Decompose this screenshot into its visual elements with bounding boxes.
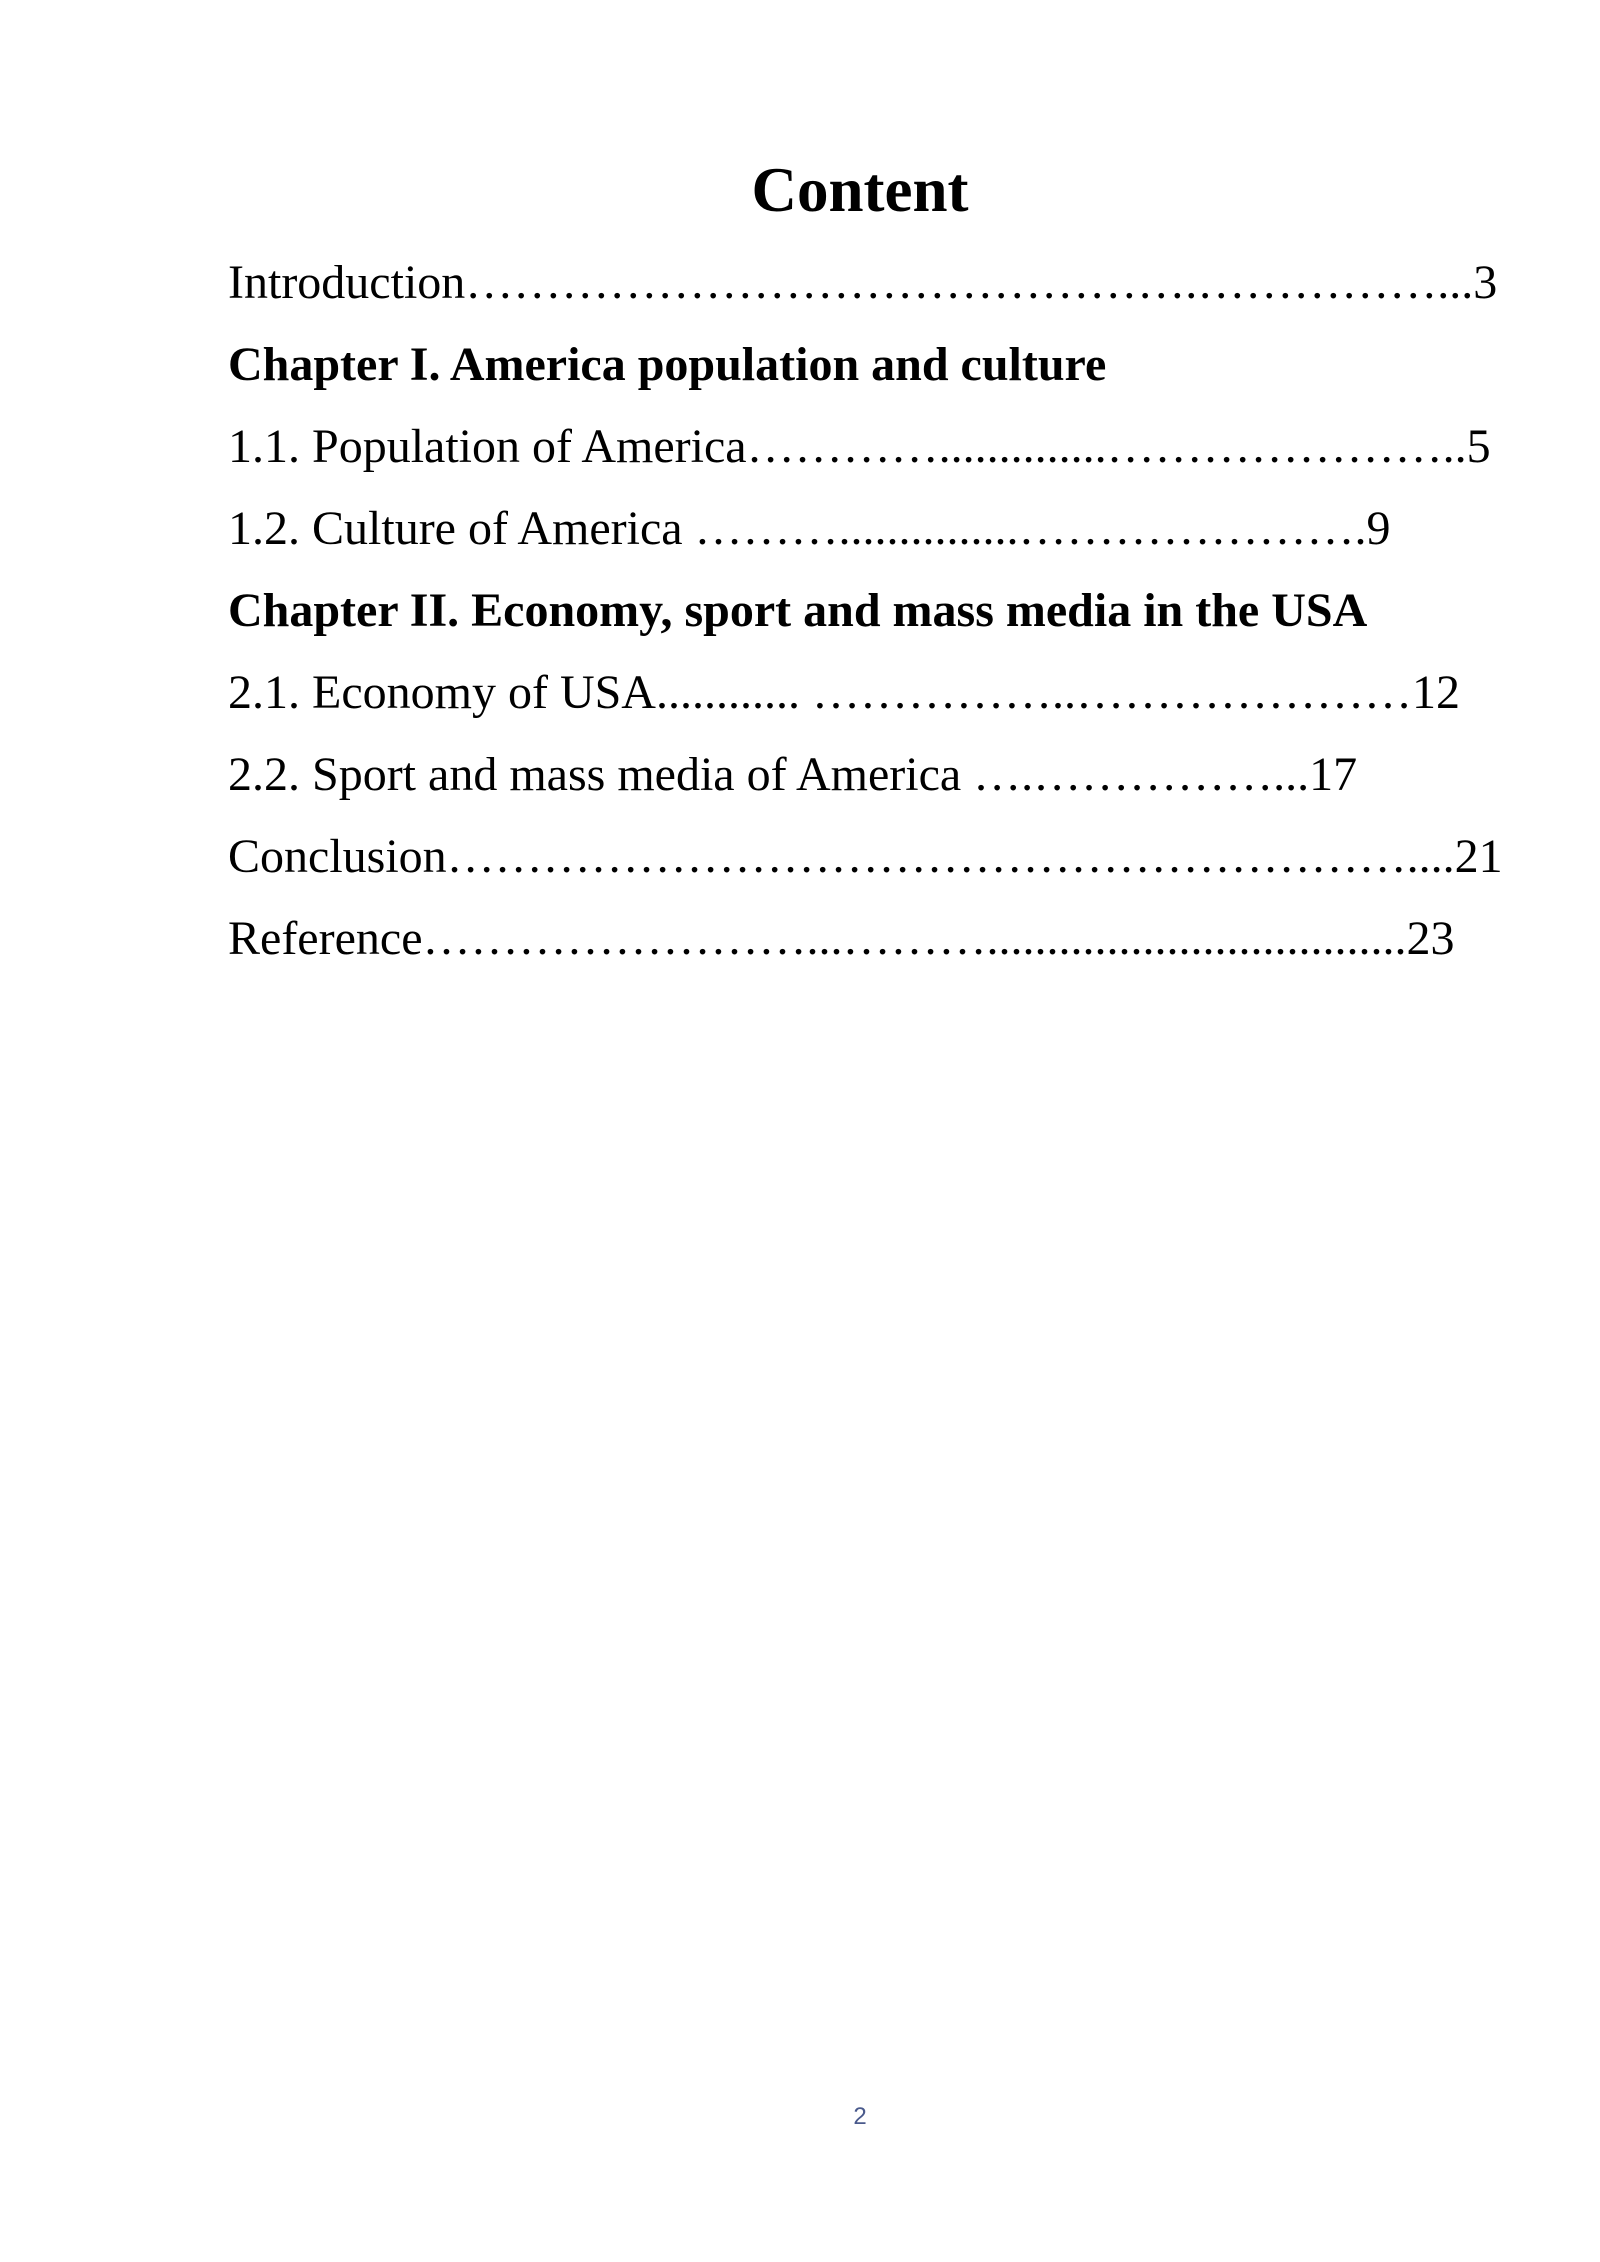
toc-entry-2-2: 2.2. Sport and mass media of America ….……………...17 — [228, 748, 1358, 801]
table-of-contents — [228, 242, 1528, 980]
toc-heading-chapter-1: Chapter I. America population and culture — [228, 338, 1107, 391]
toc-entry-conclusion: Conclusion……………………………………………………....21 — [228, 830, 1503, 883]
toc-heading-chapter-2: Chapter II. Economy, sport and mass media in the USA — [228, 584, 1368, 637]
toc-entry-1-2: 1.2. Culture of America ………...............………………….9 — [228, 502, 1391, 555]
toc-entry-2-1: 2.1. Economy of USA............ ……………..…………………12 — [228, 666, 1460, 719]
toc-entry-reference: Reference……………………...………...................................23 — [228, 912, 1455, 965]
page-number: 2 — [853, 2103, 867, 2130]
toc-entry-introduction: Introduction……………………………………….……………...3 — [228, 256, 1498, 309]
toc-entry-1-1: 1.1. Population of America…………..............…………………..5 — [228, 420, 1491, 473]
page-title: Content — [751, 155, 969, 225]
